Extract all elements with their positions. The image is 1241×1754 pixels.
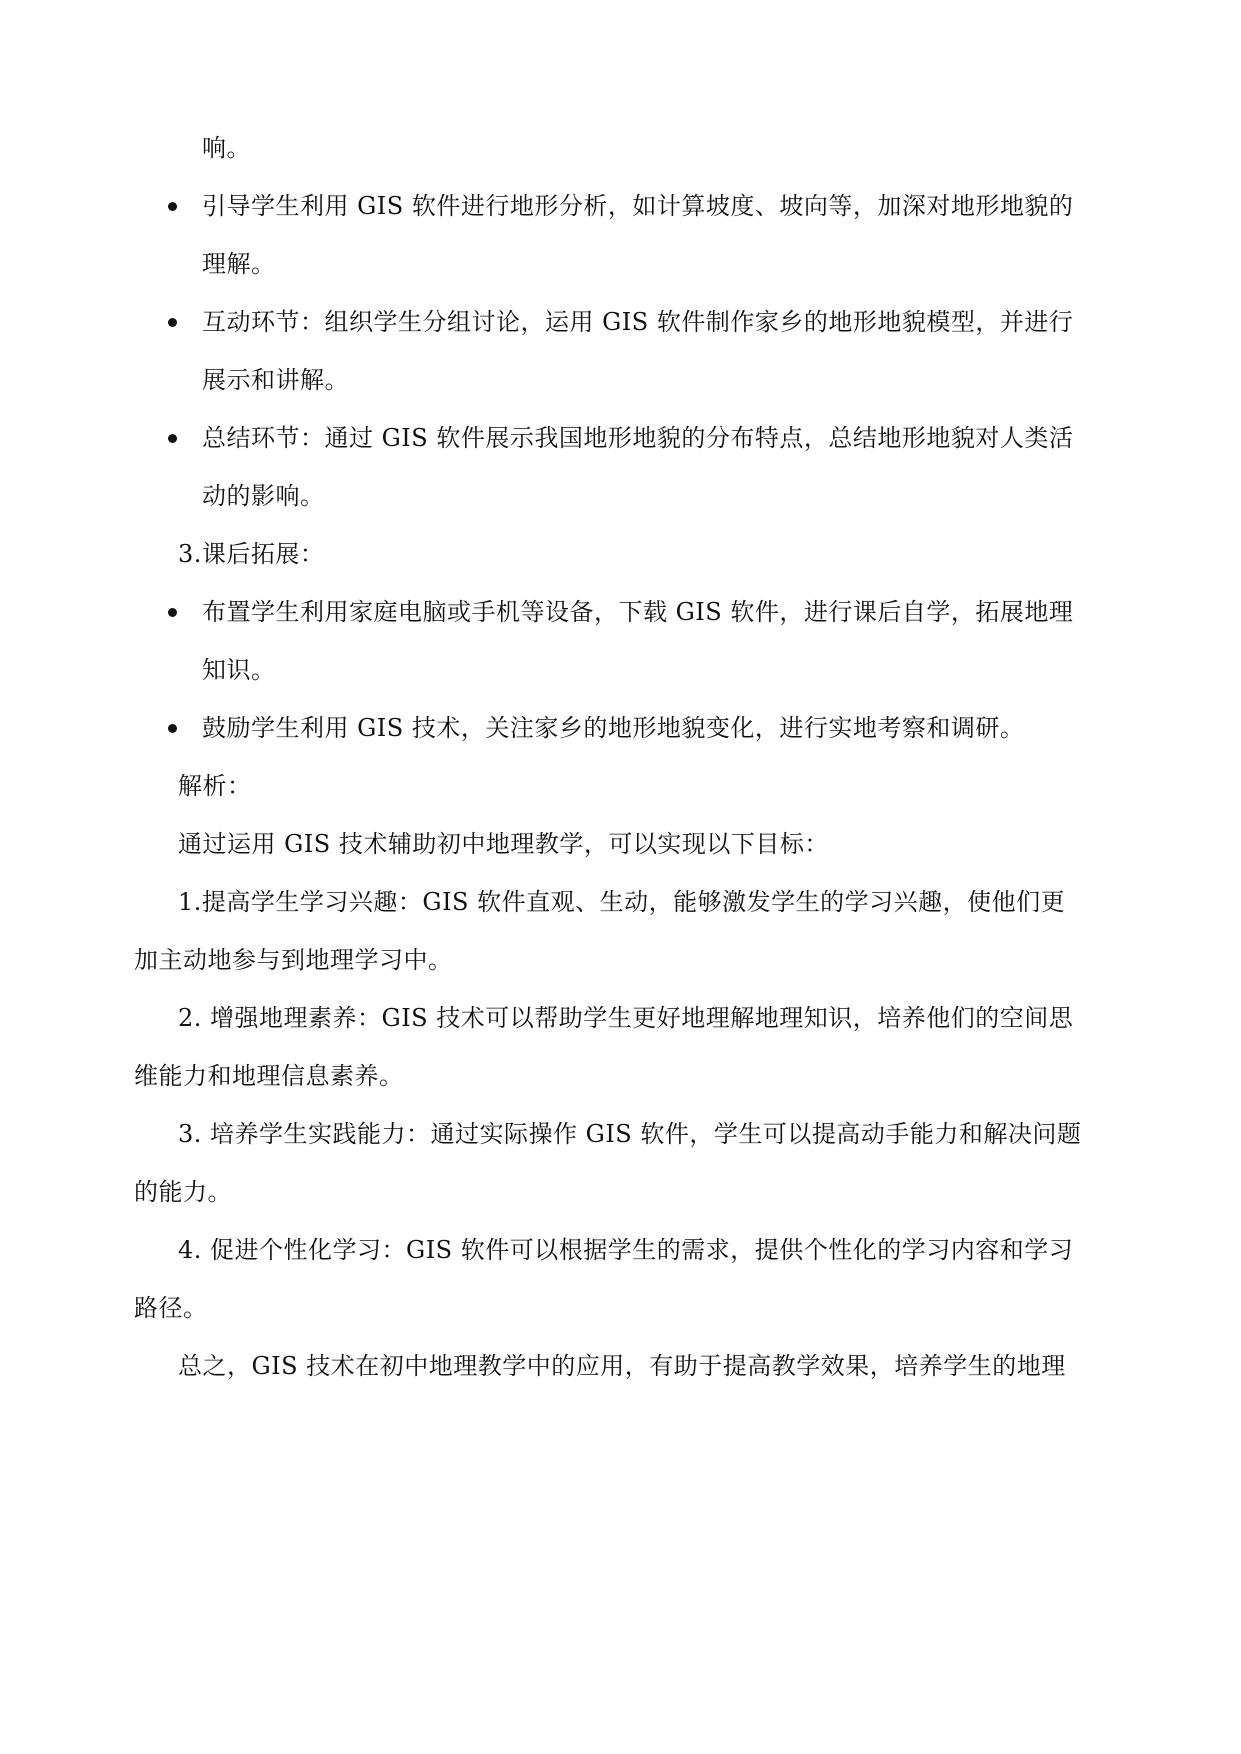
bullet-a2-line2: 展示和讲解。 xyxy=(202,366,349,394)
bullet-dot xyxy=(168,434,177,443)
goal-1-line2: 加主动地参与到地理学习中。 xyxy=(134,946,453,974)
goal-4-line1: 4. 促进个性化学习：GIS 软件可以根据学生的需求，提供个性化的学习内容和学习 xyxy=(178,1236,1074,1264)
bullet-dot xyxy=(168,202,177,211)
goal-3-line1: 3. 培养学生实践能力：通过实际操作 GIS 软件，学生可以提高动手能力和解决问题 xyxy=(178,1120,1082,1148)
bullet-a1-line1: 引导学生利用 GIS 软件进行地形分析，如计算坡度、坡向等，加深对地形地貌的 xyxy=(202,192,1074,220)
conclusion-line: 总之，GIS 技术在初中地理教学中的应用，有助于提高教学效果，培养学生的地理 xyxy=(178,1352,1066,1380)
bullet-dot xyxy=(168,318,177,327)
goal-1-line1: 1.提高学生学习兴趣：GIS 软件直观、生动，能够激发学生的学习兴趣，使他们更 xyxy=(178,888,1066,916)
goal-4-line2: 路径。 xyxy=(134,1294,208,1322)
bullet-a3-line2: 动的影响。 xyxy=(202,482,325,510)
bullet-b1-line1: 布置学生利用家庭电脑或手机等设备，下载 GIS 软件，进行课后自学，拓展地理 xyxy=(202,598,1074,626)
goal-3-line2: 的能力。 xyxy=(134,1178,232,1206)
bullet-b1-line2: 知识。 xyxy=(202,656,276,684)
continuation-line: 响。 xyxy=(202,134,251,162)
bullet-dot xyxy=(168,608,177,617)
bullet-dot xyxy=(168,724,177,733)
analysis-heading: 解析： xyxy=(178,772,252,800)
goal-2-line1: 2. 增强地理素养：GIS 技术可以帮助学生更好地理解地理知识，培养他们的空间思 xyxy=(178,1004,1074,1032)
analysis-intro: 通过运用 GIS 技术辅助初中地理教学，可以实现以下目标： xyxy=(178,830,829,858)
goal-2-line2: 维能力和地理信息素养。 xyxy=(134,1062,404,1090)
bullet-a3-line1: 总结环节：通过 GIS 软件展示我国地形地貌的分布特点，总结地形地貌对人类活 xyxy=(202,424,1074,452)
bullet-b2-line1: 鼓励学生利用 GIS 技术，关注家乡的地形地貌变化，进行实地考察和调研。 xyxy=(202,714,1025,742)
bullet-a2-line1: 互动环节：组织学生分组讨论，运用 GIS 软件制作家乡的地形地貌模型，并进行 xyxy=(202,308,1074,336)
section-3-heading: 3.课后拓展： xyxy=(178,540,325,568)
bullet-a1-line2: 理解。 xyxy=(202,250,276,278)
